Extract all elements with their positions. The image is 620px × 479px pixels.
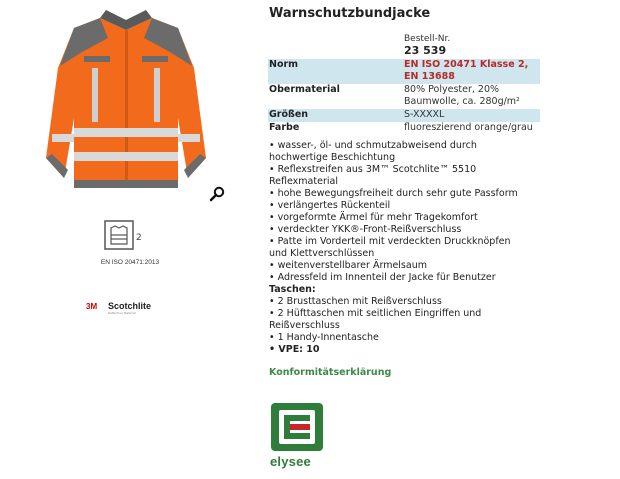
spec-value-line: fluoreszierend orange/grau [404, 122, 533, 133]
spec-value [403, 122, 540, 135]
spec-row [268, 59, 540, 84]
scotchlite-logo [86, 302, 166, 316]
feature-item: • 1 Handy-Innentasche [269, 332, 379, 343]
product-media [0, 0, 262, 479]
feature-item: Reißverschluss [269, 320, 340, 331]
spec-value-line: S-XXXXL [404, 109, 445, 120]
en-class-number: 2 [136, 233, 142, 243]
feature-item: • verlängertes Rückenteil [269, 200, 391, 211]
feature-item: • hohe Bewegungsfreiheit durch sehr gute Passform [269, 188, 518, 199]
spec-row [268, 84, 540, 109]
feature-heading: Taschen: [269, 284, 316, 295]
en-iso-pictogram-icon [104, 220, 144, 258]
en-iso-caption: EN ISO 20471:2013 [100, 259, 160, 266]
spec-key: Größen [268, 109, 403, 122]
elysee-emblem-icon [270, 402, 324, 452]
feature-item: • Patte im Vorderteil mit verdeckten Druckknöpfen [269, 236, 511, 247]
elysee-logo [270, 402, 326, 472]
elysee-wordmark: elysee [270, 454, 311, 469]
feature-item: und Klettverschlüssen [269, 248, 375, 259]
feature-item: hochwertige Beschichtung [269, 152, 396, 163]
spec-value [403, 84, 540, 109]
spec-value-line: EN 13688 [404, 71, 455, 82]
scotchlite-name: Scotchlite [108, 301, 152, 311]
product-title: Warnschutzbundjacke [269, 6, 431, 21]
feature-item: • VPE: 10 [269, 344, 320, 355]
feature-item: • verdeckter YKK®-Front-Reißverschluss [269, 224, 462, 235]
scotchlite-subtitle: Reflective Material [108, 311, 136, 315]
spec-value-line: 80% Polyester, 20% [404, 84, 500, 95]
feature-item: • 2 Hüfttaschen mit seitlichen Eingriffen und [269, 308, 482, 319]
spec-table [268, 59, 540, 135]
spec-value-line: EN ISO 20471 Klasse 2, [404, 59, 529, 70]
3m-logo-text: 3M [86, 302, 98, 311]
feature-item: • wasser-, öl- und schmutzabweisend durch [269, 140, 477, 151]
feature-item: • weitenverstellbarer Ärmelsaum [269, 260, 427, 271]
spec-value-line: Baumwolle, ca. 280g/m² [404, 96, 520, 107]
spec-row [268, 109, 540, 122]
order-number-label: Bestell-Nr. [404, 34, 451, 44]
spec-row [268, 122, 540, 135]
feature-list [269, 140, 559, 356]
jacket-image[interactable] [38, 8, 214, 198]
feature-item: • 2 Brusttaschen mit Reißverschluss [269, 296, 442, 307]
product-details [268, 0, 620, 479]
konformitaet-link[interactable]: Konformitätserklärung [269, 367, 392, 378]
spec-key: Farbe [269, 122, 300, 133]
spec-value [403, 109, 540, 122]
spec-value [403, 59, 540, 84]
spec-key: Norm [268, 59, 403, 84]
feature-item: • Adressfeld im Innenteil der Jacke für Benutzer [269, 272, 496, 283]
zoom-icon[interactable] [209, 186, 225, 202]
feature-item: Reflexmaterial [269, 176, 338, 187]
order-number: 23 539 [404, 44, 447, 57]
feature-item: • Reflexstreifen aus 3M™ Scotchlite™ 5510 [269, 164, 477, 175]
spec-key: Obermaterial [269, 84, 340, 95]
feature-item: • vorgeformte Ärmel für mehr Tragekomfort [269, 212, 478, 223]
